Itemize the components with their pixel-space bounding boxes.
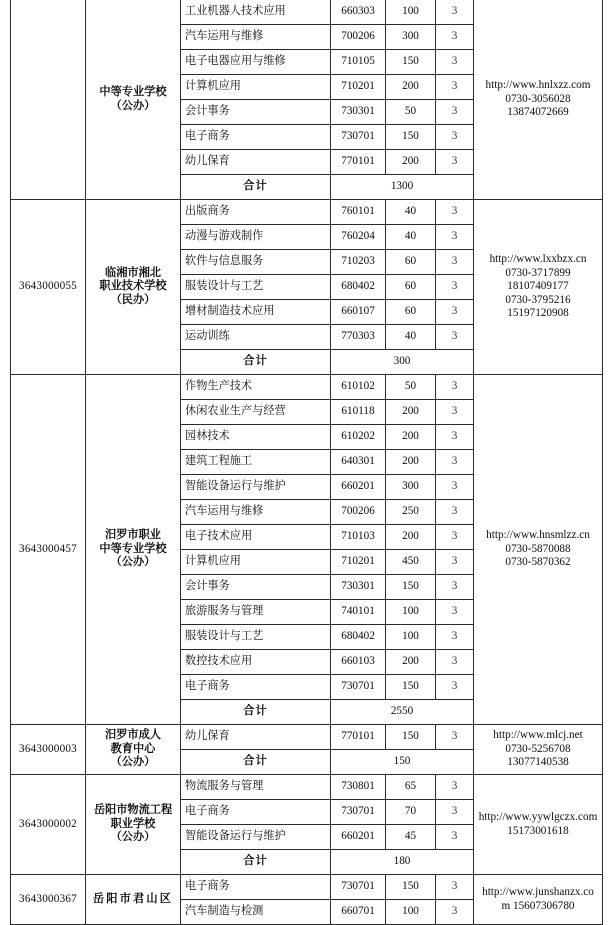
school-name-line: 岳阳市君山区 — [92, 892, 174, 905]
program-name-cell: 电子商务 — [181, 800, 331, 825]
table-row — [11, 0, 603, 25]
program-name-cell: 软件与信息服务 — [181, 250, 331, 275]
years-cell: 3 — [436, 575, 474, 600]
planned-count-cell: 45 — [386, 825, 436, 850]
planned-count-cell: 100 — [386, 600, 436, 625]
program-name-cell: 电子商务 — [181, 675, 331, 700]
program-code-cell: 660303 — [331, 0, 386, 25]
program-code-cell: 680402 — [331, 275, 386, 300]
school-name-line: （公办） — [110, 756, 156, 769]
planned-count-cell: 60 — [386, 300, 436, 325]
enrollment-table — [10, 0, 603, 925]
years-cell: 3 — [436, 250, 474, 275]
contact-line: 0730-5870088 — [505, 542, 571, 555]
contact-line: 0730-3056028 — [505, 92, 571, 105]
program-name-cell: 幼儿保育 — [181, 725, 331, 750]
program-name-cell: 计算机应用 — [181, 550, 331, 575]
school-name-line: （公办） — [110, 556, 156, 569]
program-code-cell: 640301 — [331, 450, 386, 475]
program-code-cell: 660103 — [331, 650, 386, 675]
program-name-cell: 幼儿保育 — [181, 150, 331, 175]
total-label-cell: 合计 — [181, 850, 331, 875]
program-name-cell: 电子电器应用与维修 — [181, 50, 331, 75]
planned-count-cell: 300 — [386, 475, 436, 500]
planned-count-cell: 40 — [386, 200, 436, 225]
program-name-cell: 工业机器人技术应用 — [181, 0, 331, 25]
contact-cell — [474, 725, 603, 775]
school-name-cell — [86, 875, 181, 925]
contact-cell — [474, 375, 603, 725]
years-cell: 3 — [436, 25, 474, 50]
contact-line: m 15607306780 — [501, 899, 575, 912]
program-code-cell: 700206 — [331, 25, 386, 50]
years-cell: 3 — [436, 100, 474, 125]
program-code-cell: 730301 — [331, 575, 386, 600]
program-name-cell: 电子技术应用 — [181, 525, 331, 550]
total-value-cell: 1300 — [331, 175, 474, 200]
contact-line: 0730-3717899 — [505, 266, 571, 279]
school-code-cell: 3643000055 — [11, 200, 86, 375]
contact-cell — [474, 0, 603, 200]
program-name-cell: 动漫与游戏制作 — [181, 225, 331, 250]
contact-line: 15173001618 — [507, 824, 569, 837]
table-row — [11, 725, 603, 750]
program-name-cell: 休闲农业生产与经营 — [181, 400, 331, 425]
school-code-cell: 3643000002 — [11, 775, 86, 875]
total-label-cell: 合计 — [181, 175, 331, 200]
school-name-line: 临湘市湘北 — [105, 266, 161, 279]
contact-line: http://www.mlcj.net — [493, 729, 583, 742]
planned-count-cell: 200 — [386, 75, 436, 100]
planned-count-cell: 200 — [386, 450, 436, 475]
planned-count-cell: 60 — [386, 250, 436, 275]
planned-count-cell: 450 — [386, 550, 436, 575]
program-code-cell: 760204 — [331, 225, 386, 250]
years-cell: 3 — [436, 225, 474, 250]
total-label-cell: 合计 — [181, 350, 331, 375]
program-code-cell: 730301 — [331, 100, 386, 125]
planned-count-cell: 50 — [386, 375, 436, 400]
planned-count-cell: 70 — [386, 800, 436, 825]
contact-line: 0730-5256708 — [505, 742, 571, 755]
program-name-cell: 旅游服务与管理 — [181, 600, 331, 625]
program-name-cell: 数控技术应用 — [181, 650, 331, 675]
contact-line: 18107409177 — [507, 280, 569, 293]
years-cell: 3 — [436, 450, 474, 475]
school-name-cell — [86, 725, 181, 775]
program-code-cell: 740101 — [331, 600, 386, 625]
program-name-cell: 服装设计与工艺 — [181, 275, 331, 300]
program-code-cell: 610202 — [331, 425, 386, 450]
program-name-cell: 汽车运用与维修 — [181, 25, 331, 50]
years-cell: 3 — [436, 800, 474, 825]
school-name-line: 职业技术学校 — [99, 280, 167, 293]
program-code-cell: 610102 — [331, 375, 386, 400]
program-code-cell: 710201 — [331, 550, 386, 575]
years-cell: 3 — [436, 875, 474, 900]
program-name-cell: 会计事务 — [181, 575, 331, 600]
contact-line: http://www.yywlgczx.com — [478, 810, 598, 823]
contact-cell — [474, 775, 603, 875]
program-code-cell: 770101 — [331, 150, 386, 175]
program-name-cell: 作物生产技术 — [181, 375, 331, 400]
years-cell: 3 — [436, 325, 474, 350]
planned-count-cell: 100 — [386, 900, 436, 925]
program-name-cell: 物流服务与管理 — [181, 775, 331, 800]
planned-count-cell: 65 — [386, 775, 436, 800]
planned-count-cell: 150 — [386, 675, 436, 700]
program-code-cell: 660107 — [331, 300, 386, 325]
school-code-cell: 3643000367 — [11, 875, 86, 925]
contact-line: 0730-5870362 — [505, 556, 571, 569]
planned-count-cell: 150 — [386, 575, 436, 600]
program-name-cell: 汽车制造与检测 — [181, 900, 331, 925]
planned-count-cell: 150 — [386, 725, 436, 750]
table-row — [11, 375, 603, 400]
program-name-cell: 服装设计与工艺 — [181, 625, 331, 650]
years-cell: 3 — [436, 475, 474, 500]
school-name-line: 教育中心 — [110, 742, 156, 755]
planned-count-cell: 40 — [386, 325, 436, 350]
years-cell: 3 — [436, 775, 474, 800]
planned-count-cell: 200 — [386, 525, 436, 550]
program-code-cell: 660201 — [331, 825, 386, 850]
table-body — [11, 0, 603, 925]
years-cell: 3 — [436, 625, 474, 650]
years-cell: 3 — [436, 600, 474, 625]
contact-line: 0730-3795216 — [505, 293, 571, 306]
program-name-cell: 会计事务 — [181, 100, 331, 125]
program-name-cell: 电子商务 — [181, 125, 331, 150]
school-code-cell: 3643000457 — [11, 375, 86, 725]
years-cell: 3 — [436, 425, 474, 450]
years-cell: 3 — [436, 400, 474, 425]
program-code-cell: 730701 — [331, 875, 386, 900]
planned-count-cell: 100 — [386, 0, 436, 25]
program-code-cell: 710103 — [331, 525, 386, 550]
school-name-line: 职业学校 — [110, 817, 156, 830]
program-name-cell: 汽车运用与维修 — [181, 500, 331, 525]
contact-cell — [474, 875, 603, 925]
contact-line: 15197120908 — [507, 307, 569, 320]
program-name-cell: 出版商务 — [181, 200, 331, 225]
contact-line: http://www.hnsmlzz.cn — [486, 529, 590, 542]
planned-count-cell: 250 — [386, 500, 436, 525]
program-code-cell: 680402 — [331, 625, 386, 650]
years-cell: 3 — [436, 900, 474, 925]
planned-count-cell: 150 — [386, 875, 436, 900]
school-code-cell: 3643000003 — [11, 725, 86, 775]
school-name-line: 汨罗市职业 — [105, 529, 161, 542]
school-name-cell — [86, 0, 181, 200]
planned-count-cell: 50 — [386, 100, 436, 125]
years-cell: 3 — [436, 50, 474, 75]
program-code-cell: 660201 — [331, 475, 386, 500]
contact-cell — [474, 200, 603, 375]
planned-count-cell: 300 — [386, 25, 436, 50]
program-code-cell: 730701 — [331, 125, 386, 150]
years-cell: 3 — [436, 825, 474, 850]
program-name-cell: 计算机应用 — [181, 75, 331, 100]
years-cell: 3 — [436, 500, 474, 525]
total-label-cell: 合计 — [181, 700, 331, 725]
total-label-cell: 合计 — [181, 750, 331, 775]
years-cell: 3 — [436, 300, 474, 325]
school-name-line: （民办） — [110, 293, 156, 306]
planned-count-cell: 40 — [386, 225, 436, 250]
program-name-cell: 园林技术 — [181, 425, 331, 450]
total-value-cell: 150 — [331, 750, 474, 775]
program-code-cell: 730701 — [331, 800, 386, 825]
program-code-cell: 710201 — [331, 75, 386, 100]
program-code-cell: 660701 — [331, 900, 386, 925]
years-cell: 3 — [436, 200, 474, 225]
school-name-line: 岳阳市物流工程 — [93, 804, 173, 817]
years-cell: 3 — [436, 375, 474, 400]
years-cell: 3 — [436, 75, 474, 100]
school-name-line: 汨罗市成人 — [105, 729, 161, 742]
years-cell: 3 — [436, 125, 474, 150]
total-value-cell: 2550 — [331, 700, 474, 725]
program-code-cell: 730801 — [331, 775, 386, 800]
contact-line: http://www.junshanzx.co — [482, 885, 594, 898]
program-code-cell: 700206 — [331, 500, 386, 525]
planned-count-cell: 200 — [386, 425, 436, 450]
program-code-cell: 760101 — [331, 200, 386, 225]
program-code-cell: 610118 — [331, 400, 386, 425]
years-cell: 3 — [436, 150, 474, 175]
program-name-cell: 电子商务 — [181, 875, 331, 900]
planned-count-cell: 150 — [386, 50, 436, 75]
program-name-cell: 建筑工程施工 — [181, 450, 331, 475]
contact-line: http://www.hnlxzz.com — [485, 79, 591, 92]
school-code-cell — [11, 0, 86, 200]
school-name-line: 中等专业学校 — [99, 542, 167, 555]
program-code-cell: 770303 — [331, 325, 386, 350]
school-name-line: （公办） — [110, 831, 156, 844]
years-cell: 3 — [436, 650, 474, 675]
program-name-cell: 增材制造技术应用 — [181, 300, 331, 325]
years-cell: 3 — [436, 0, 474, 25]
program-code-cell: 770101 — [331, 725, 386, 750]
planned-count-cell: 200 — [386, 650, 436, 675]
years-cell: 3 — [436, 725, 474, 750]
program-code-cell: 710203 — [331, 250, 386, 275]
years-cell: 3 — [436, 275, 474, 300]
planned-count-cell: 200 — [386, 400, 436, 425]
years-cell: 3 — [436, 550, 474, 575]
contact-line: 13077140538 — [507, 756, 569, 769]
table-row — [11, 775, 603, 800]
program-code-cell: 730701 — [331, 675, 386, 700]
table-row — [11, 875, 603, 900]
total-value-cell: 180 — [331, 850, 474, 875]
program-name-cell: 智能设备运行与维护 — [181, 475, 331, 500]
planned-count-cell: 150 — [386, 125, 436, 150]
years-cell: 3 — [436, 675, 474, 700]
years-cell: 3 — [436, 525, 474, 550]
planned-count-cell: 200 — [386, 150, 436, 175]
total-value-cell: 300 — [331, 350, 474, 375]
planned-count-cell: 100 — [386, 625, 436, 650]
program-name-cell: 运动训练 — [181, 325, 331, 350]
school-name-cell — [86, 375, 181, 725]
program-name-cell: 智能设备运行与维护 — [181, 825, 331, 850]
program-code-cell: 710105 — [331, 50, 386, 75]
school-name-cell — [86, 775, 181, 875]
table-row — [11, 200, 603, 225]
planned-count-cell: 60 — [386, 275, 436, 300]
school-name-cell — [86, 200, 181, 375]
school-name-line: （公办） — [110, 99, 156, 112]
contact-line: http://www.lxxbzx.cn — [489, 252, 587, 265]
contact-line: 13874072669 — [507, 106, 569, 119]
school-name-line: 中等专业学校 — [99, 85, 167, 98]
